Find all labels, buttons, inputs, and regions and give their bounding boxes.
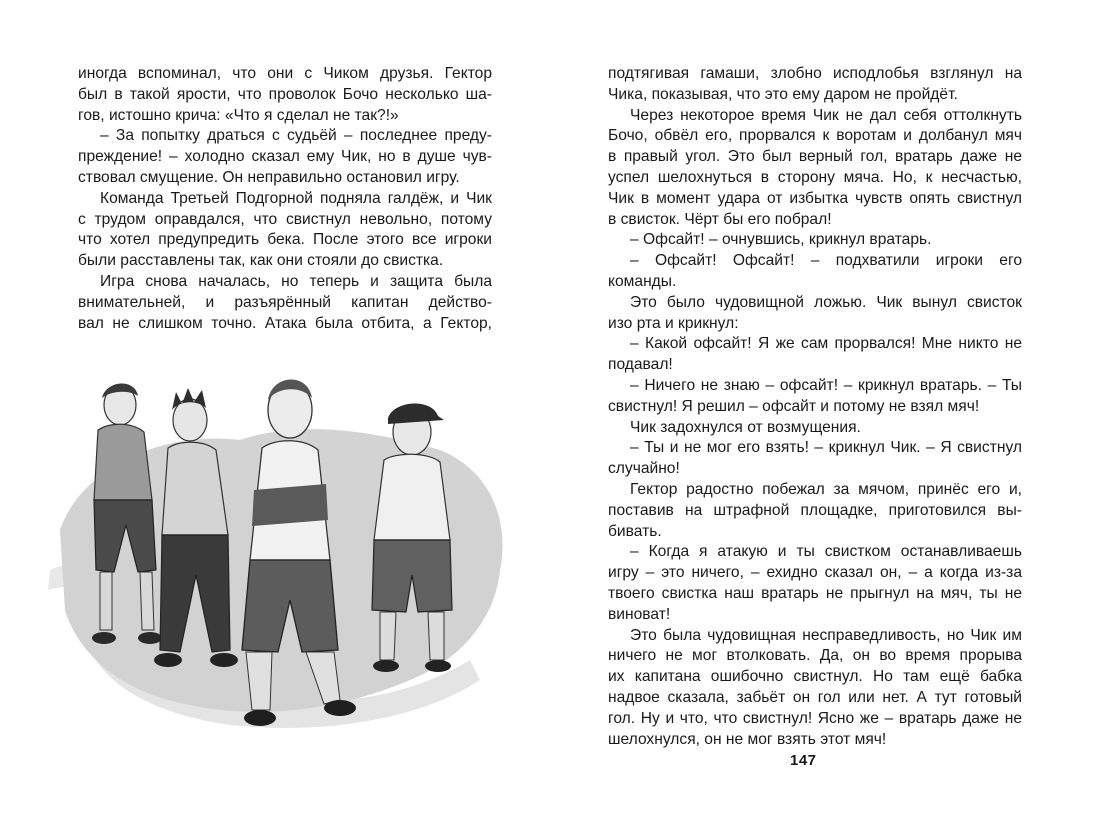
text-line: в правый угол. Это был верный гол, вратарь даже не [608, 148, 1022, 166]
text-line: – Какой офсайт! Я же сам прорвался! Мне никто не [630, 335, 1022, 353]
text-line: – Офсайт! Офсайт! – подхватили игроки его [630, 252, 1022, 270]
text-line: в свисток. Чёрт бы его побрал! [608, 210, 832, 228]
text-line: Чик в момент удара от избытка чувств опять свистнул [608, 189, 1022, 207]
text-line: Чик задохнулся от возмущения. [630, 418, 861, 436]
text-line: Это было чудовищной ложью. Чик вынул свисток [630, 293, 1022, 311]
text-line: внимательней, и разъярённый капитан действо- [78, 293, 492, 311]
text-line: случайно! [608, 460, 680, 478]
text-line: подтягивая гамаши, злобно исподлобья взглянул на [608, 65, 1022, 82]
text-line: подавал! [608, 356, 673, 374]
text-line: – Когда я атакую и ты свистком останавливаешь [630, 543, 1022, 561]
text-line: Бочо, обвёл его, прорвался к воротам и долбанул мяч [608, 127, 1022, 145]
text-line: с трудом оправдался, что свистнул невольно, потому [78, 210, 492, 228]
text-line: бивать. [608, 522, 662, 540]
text-line: ствовал смущение. Он неправильно остановил игру. [78, 168, 460, 186]
text-line: шелохнулся, он не мог взять этот мяч! [608, 730, 887, 748]
text-line: иногда вспоминал, что они с Чиком друзья. Гектор [78, 65, 492, 82]
text-line: – За попытку драться с судьёй – последнее преду- [100, 127, 492, 145]
page-number: 147 [790, 752, 817, 769]
text-line: изо рта и крикнул: [608, 314, 739, 332]
text-line: был в такой ярости, что проволок Бочо несколько ша- [78, 85, 492, 103]
text-line: что хотел предупредить бека. После этого все игроки [78, 231, 492, 249]
text-line: были расставлены так, как они стояли до свистка. [78, 252, 444, 270]
text-line: – Ты и не мог его взять! – крикнул Чик. – Я свистнул [630, 439, 1022, 457]
text-line: Команда Третьей Подгорной подняла галдёж, и Чик [100, 189, 492, 207]
text-line: их капитана ошибочно свистнул. Но там ещё бабка [608, 668, 1022, 686]
text-line: успел шелохнуться в сторону мяча. Но, к несчастью, [608, 168, 1022, 186]
text-line: ничего не мог втолковать. Да, он во время прорыва [608, 647, 1022, 665]
text-line: твоего свистка наш вратарь не прыгнул на мяч, ты не [608, 584, 1022, 602]
text-line: вал не слишком точно. Атака была отбита, а Гектор, [78, 314, 492, 332]
right-page-text [608, 64, 1022, 750]
text-line: Гектор радостно побежал за мячом, принёс его и, [630, 480, 1022, 498]
text-line: преждение! – холодно сказал ему Чик, но в душе чув- [78, 148, 492, 166]
text-line: гол. Ну и что, что свистнул! Ясно же – вратарь даже не [608, 709, 1022, 727]
text-line: надвое сказала, забьёт он гол или нет. А тут готовый [608, 688, 1022, 706]
text-line: – Офсайт! – очнувшись, крикнул вратарь. [630, 231, 932, 249]
text-line: Чика, показывая, что это ему даром не пройдёт. [608, 85, 958, 103]
text-line: виноват! [608, 605, 671, 623]
text-line: гов, истошно крича: «Что я сделал не так?!» [78, 106, 399, 124]
left-page-text [78, 64, 492, 334]
text-line: игру – это ничего, – ехидно сказал он, – а когда из-за [608, 564, 1022, 582]
text-line: команды. [608, 272, 677, 290]
text-line: свистнул! Я решил – офсайт и потому не взял мяч! [608, 397, 980, 415]
text-line: Это была чудовищная несправедливость, но Чик им [630, 626, 1022, 644]
text-line: Игра снова началась, но теперь и защита была [100, 272, 492, 290]
boys-illustration [40, 360, 520, 750]
text-line: Через некоторое время Чик не дал себя оттолкнуть [630, 106, 1022, 124]
text-line: – Ничего не знаю – офсайт! – крикнул вратарь. – Ты [630, 376, 1022, 394]
text-line: поставив на штрафной площадке, приготовился вы- [608, 501, 1022, 519]
